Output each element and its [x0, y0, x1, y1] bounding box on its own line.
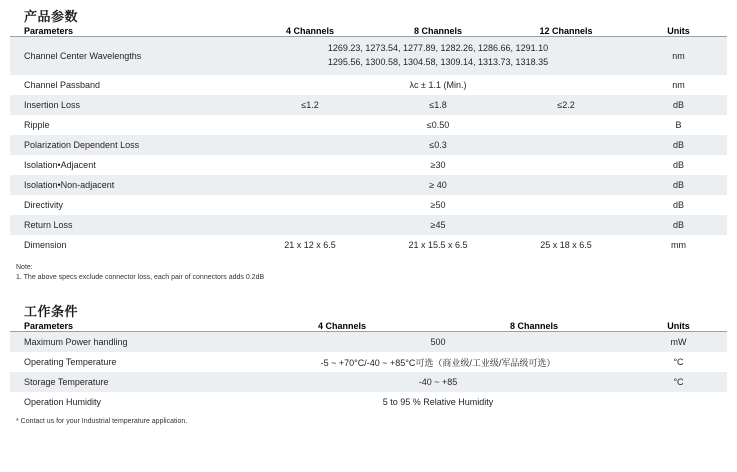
- value-dimension-8ch: 21 x 15.5 x 6.5: [408, 240, 468, 250]
- section-title-operating-conditions: 工作条件: [24, 304, 79, 320]
- param-channel-center-wavelengths: Channel Center Wavelengths: [24, 51, 142, 61]
- header-4-channels: 4 Channels: [246, 26, 374, 37]
- table-row: [10, 95, 727, 115]
- value-polarization-dependent-loss: ≤0.3: [429, 140, 447, 150]
- param-channel-passband: Channel Passband: [24, 80, 101, 90]
- operating-conditions-table: [10, 321, 727, 412]
- header-8-channels: 8 Channels: [374, 26, 502, 37]
- units-channel-center-wavelengths: nm: [672, 51, 685, 61]
- value-isolation-non-adjacent: ≥ 40: [429, 180, 447, 190]
- table-row: [10, 175, 727, 195]
- units-return-loss: dB: [672, 220, 684, 230]
- notes-label: Note:: [16, 264, 33, 271]
- header-parameters: Parameters: [10, 26, 246, 37]
- table-row: [10, 352, 727, 372]
- value-insertion-loss-8ch: ≤1.8: [429, 100, 447, 110]
- table-row: [10, 135, 727, 155]
- table-row: [10, 372, 727, 392]
- footnote-industrial-temperature: * Contact us for your Industrial temperature application.: [16, 418, 188, 426]
- table-row: [10, 75, 727, 95]
- units-channel-passband: nm: [672, 80, 685, 90]
- value-isolation-adjacent: ≥30: [430, 160, 446, 170]
- table-row: [10, 195, 727, 215]
- param-dimension: Dimension: [24, 240, 67, 250]
- header-parameters-2: Parameters: [10, 321, 246, 332]
- param-isolation-adjacent: Isolation•Adjacent: [24, 160, 96, 170]
- units-isolation-non-adjacent: dB: [672, 180, 684, 190]
- value-channel-passband: λc ± 1.1 (Min.): [409, 80, 467, 90]
- value-insertion-loss-4ch: ≤1.2: [301, 100, 319, 110]
- value-dimension-12ch: 25 x 18 x 6.5: [540, 240, 592, 250]
- table-header-row: [10, 26, 727, 37]
- product-parameters-table: [10, 26, 727, 255]
- units-storage-temperature: °C: [673, 377, 684, 388]
- param-ripple: Ripple: [24, 120, 50, 130]
- table-row: [10, 215, 727, 235]
- header-4-channels-2: 4 Channels: [246, 321, 438, 332]
- param-operating-temperature: Operating Temperature: [24, 357, 117, 368]
- value-channel-center-wavelengths: [246, 37, 630, 76]
- table-row: [10, 392, 727, 412]
- value-storage-temperature: -40 ~ +85: [418, 377, 458, 388]
- param-insertion-loss: Insertion Loss: [24, 100, 81, 110]
- units-isolation-adjacent: dB: [672, 160, 684, 170]
- value-directivity: ≥50: [430, 200, 446, 210]
- param-storage-temperature: Storage Temperature: [24, 377, 109, 388]
- units-operation-humidity: [630, 392, 727, 412]
- table-row: [10, 235, 727, 255]
- wavelength-line-2: 1295.56, 1300.58, 1304.58, 1309.14, 1313.73, 1318.35: [327, 57, 549, 67]
- header-8-channels-2: 8 Channels: [438, 321, 630, 332]
- value-maximum-power-handling: 500: [430, 337, 446, 348]
- notes-block: [16, 263, 727, 283]
- value-operating-temperature: -5 ~ +70°C/-40 ~ +85°C可选（商业级/工业级/军品级可选）: [320, 357, 556, 368]
- wavelength-line-1: 1269.23, 1273.54, 1277.89, 1282.26, 1286.66, 1291.10: [327, 43, 549, 54]
- param-directivity: Directivity: [24, 200, 64, 210]
- value-insertion-loss-12ch: ≤2.2: [557, 100, 575, 110]
- param-maximum-power-handling: Maximum Power handling: [24, 337, 128, 348]
- units-maximum-power-handling: mW: [670, 337, 687, 348]
- param-isolation-non-adjacent: Isolation•Non-adjacent: [24, 180, 115, 190]
- param-operation-humidity: Operation Humidity: [24, 397, 102, 408]
- header-units-2: Units: [630, 321, 727, 332]
- table-row: [10, 155, 727, 175]
- units-polarization-dependent-loss: dB: [672, 140, 684, 150]
- section-spacer: [10, 283, 727, 301]
- value-ripple: ≤0.50: [426, 120, 450, 130]
- units-operating-temperature: °C: [673, 357, 684, 368]
- header-units: Units: [630, 26, 727, 37]
- units-insertion-loss: dB: [672, 100, 684, 110]
- param-polarization-dependent-loss: Polarization Dependent Loss: [24, 140, 140, 150]
- note-item-1: 1. The above specs exclude connector loss, each pair of connectors adds 0.2dB: [16, 274, 265, 282]
- table-row: [10, 332, 727, 353]
- table-header-row: [10, 321, 727, 332]
- units-directivity: dB: [672, 200, 684, 210]
- value-dimension-4ch: 21 x 12 x 6.5: [284, 240, 336, 250]
- section-title-product-parameters: 产品参数: [24, 9, 79, 24]
- header-12-channels: 12 Channels: [502, 26, 630, 37]
- table-row: [10, 115, 727, 135]
- table-row: [10, 37, 727, 76]
- value-return-loss: ≥45: [430, 220, 446, 230]
- units-ripple: B: [675, 120, 682, 130]
- units-dimension: mm: [671, 240, 686, 250]
- param-return-loss: Return Loss: [24, 220, 73, 230]
- value-operation-humidity: 5 to 95 % Relative Humidity: [382, 397, 494, 408]
